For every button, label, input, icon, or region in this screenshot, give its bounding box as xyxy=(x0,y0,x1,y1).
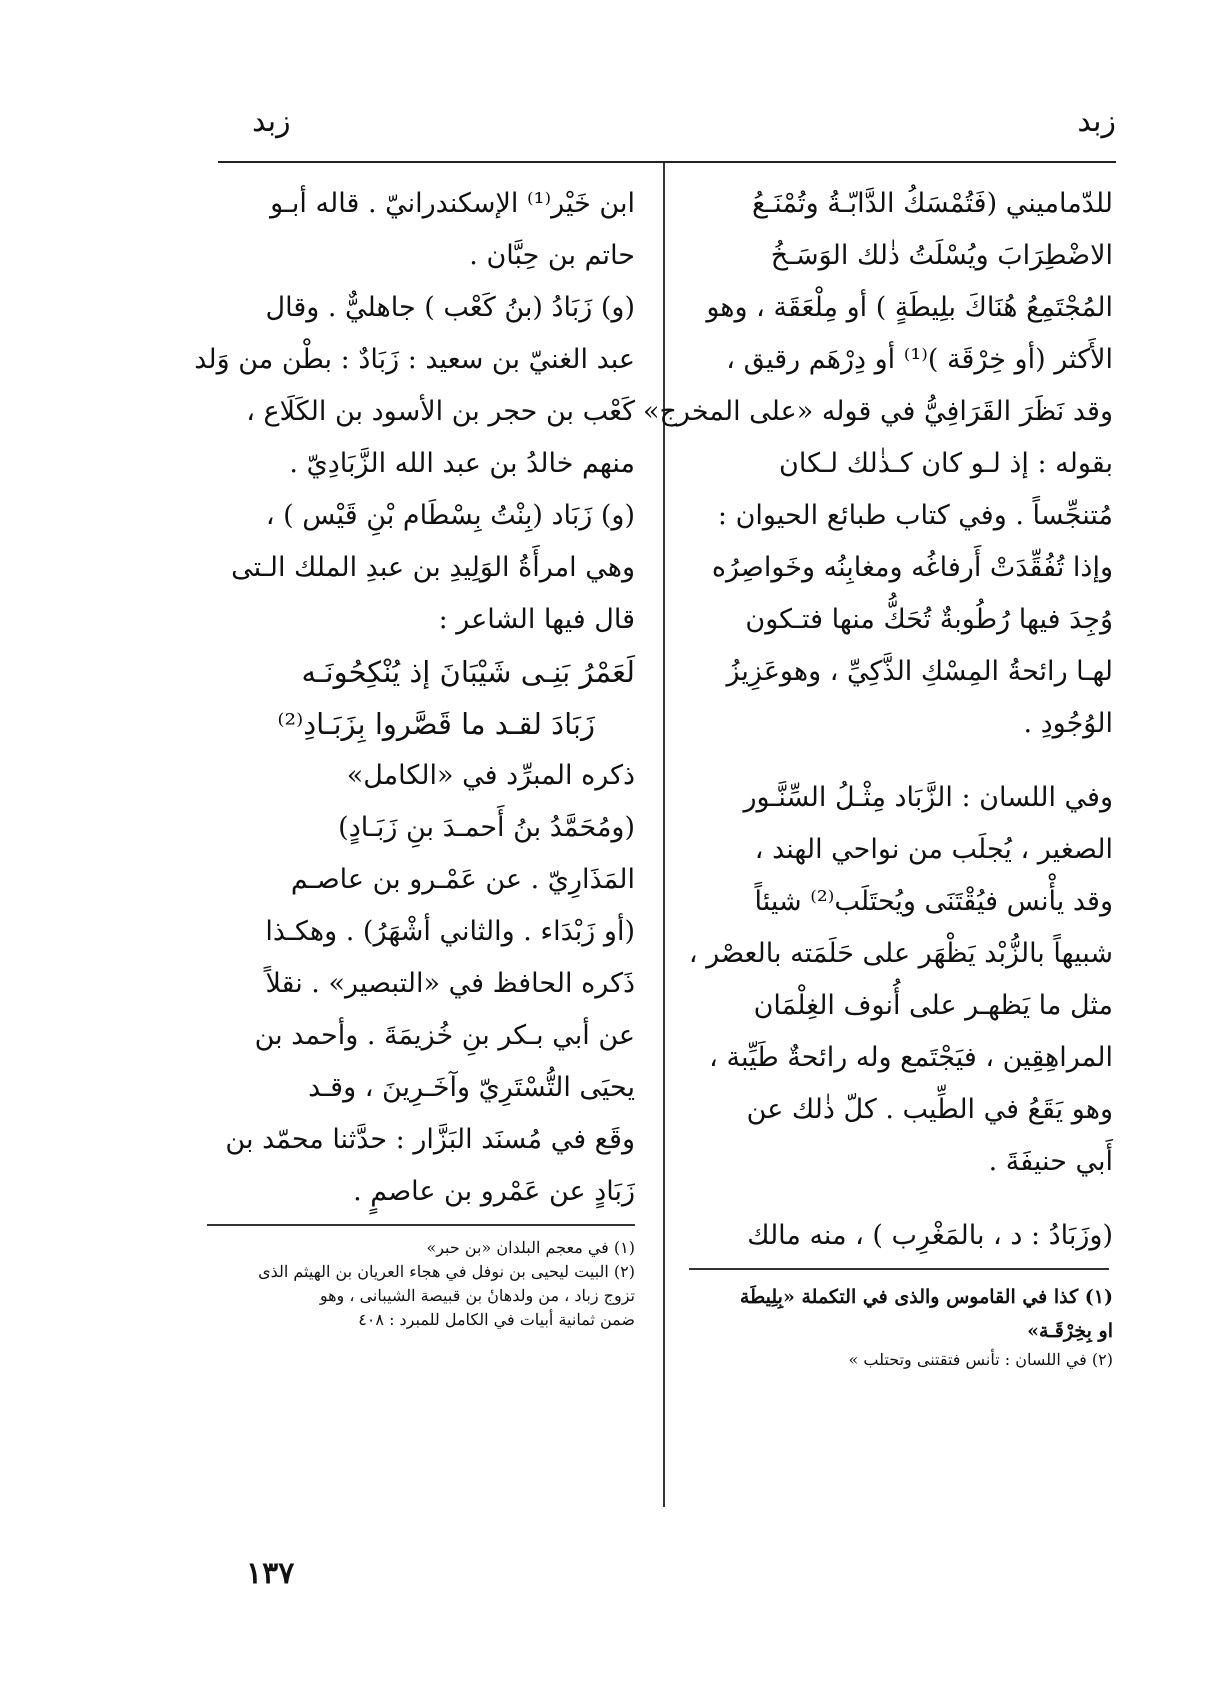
text-line: ابن خَيْر⁽¹⁾ الإسكندرانيّ . قاله أبـو xyxy=(270,188,635,219)
footnote: (٢) البيت ليحيى بن نوفل في هجاء العريان بن الهيثم الذى xyxy=(258,1262,635,1281)
text-line: ذكره المبرِّد في «الكامل» xyxy=(346,760,635,791)
page-number: ١٣٧ xyxy=(246,1556,295,1591)
text-line: عبد الغنيّ بن سعيد : زَبَادٌ : بطْن من وَلد xyxy=(194,344,635,375)
footnote: تزوج زباد ، من ولدهانٔ بن قبيصة الشيبانى ، وهو xyxy=(319,1286,635,1305)
text-line: زَبَادٍ عن عَمْرو بن عاصمٍ . xyxy=(353,1176,635,1207)
text-line: وهي امرأَةُ الوَلِيدِ بن عبدِ الملك الـتى xyxy=(231,552,635,583)
text-line: قال فيها الشاعر : xyxy=(438,604,635,635)
text-line: مثل ما يَظهـر على أُنوف الغِلْمَان xyxy=(753,990,1113,1021)
text-line: مُتنجِّساً . وفي كتاب طبائع الحيوان : xyxy=(717,500,1113,531)
text-line: وقد نَظَرَ القَرَافِيُّ في قوله «على المخرج» xyxy=(642,396,1113,427)
text-line: المُجْتَمِعُ هُنَاكَ بلِيطَةٍ ) أو مِلْعَقَة ، وهو xyxy=(706,292,1113,323)
footnote-rule xyxy=(207,1224,635,1226)
text-line: أَبي حنيفَةَ . xyxy=(988,1146,1113,1177)
paragraph-gap xyxy=(693,1188,1113,1210)
text-line: كَعْب بن حجر بن الأسود بن الكَلَاع ، xyxy=(246,396,635,427)
paragraph-gap xyxy=(693,750,1113,772)
verse-line: لَعَمْرُ بَنِـى شَيْبَانَ إذ يُنْكِحُونَـه xyxy=(301,655,635,689)
column-divider xyxy=(663,163,665,1507)
text-line: لهـا رائحةُ المِسْكِ الذَّكِيِّ ، وهوعَزِيزُ xyxy=(726,656,1113,687)
text-line: المراهِقِين ، فيَجْتَمع وله رائحةٌ طَيِّبة ، xyxy=(709,1042,1113,1073)
text-line: (و) زَبَادُ (بنُ كَعْب ) جاهليٌّ . وقال xyxy=(265,292,635,323)
text-line: وفي اللسان : الزَّبَاد مِثْـلُ السِّنَّـور xyxy=(743,782,1113,813)
text-line: (ومُحَمَّدُ بنُ أَحمـدَ بنِ زَبَـادٍ) xyxy=(338,812,635,843)
text-line: الأَكثر (أو خِرْقَة )⁽¹⁾ أو دِرْهَم رقيق ، xyxy=(726,344,1113,375)
text-line: (أو زَبْدَاء . والثاني أشْهَرُ) . وهكـذا xyxy=(265,916,635,947)
footnote: (١) في معجم البلدان «بن حبر» xyxy=(426,1238,635,1257)
text-line: وقَع في مُسنَد البَزَّار : حدَّثنا محمّد بن xyxy=(225,1124,635,1155)
footnote: او بِخِرْقَـة» xyxy=(1027,1320,1113,1342)
verse-line: زَبَادَ لقـد ما قَصَّروا بِزَبَـادِ⁽²⁾ xyxy=(277,707,595,741)
footnote: (٢) في اللسان : تأنس فتقتنى وتحتلب » xyxy=(848,1350,1113,1369)
text-line: الصغير ، يُجلَب من نواحي الهند ، xyxy=(754,834,1113,865)
text-line: وُجِدَ فيها رُطُوبةٌ تُحَكُّ منها فتـكون xyxy=(745,604,1113,635)
text-line: المَذَارِيّ . عن عَمْـرو بن عاصـم xyxy=(290,864,635,895)
text-line: منهم خالدُ بن عبد الله الزَّبَادِيّ . xyxy=(289,448,635,479)
footnote: ضمن ثمانية أبيات في الكامل للمبرد : ٤٠٨ xyxy=(358,1310,635,1329)
running-header-left: زبد xyxy=(252,104,291,139)
text-line: عن أبي بـكر بنِ خُزيمَةَ . وأحمد بن xyxy=(254,1020,635,1051)
text-line: وهو يَقَعُ في الطِّيب . كلّ ذٰلك عن xyxy=(746,1094,1113,1125)
text-line: وقد يأْنس فيُقْتَنَى ويُحتَلَب⁽²⁾ شيئاً xyxy=(754,886,1113,917)
left-column xyxy=(194,178,635,1332)
text-line: شبيهاً بالزُّبْد يَظْهَر على حَلَمَته بالعصْر ، xyxy=(688,938,1113,969)
running-header-right: زبد xyxy=(1077,104,1116,139)
text-line: (وزَبَادُ : د ، بالمَغْرِب ) ، منه مالك xyxy=(747,1220,1113,1251)
text-line: ذَكره الحافظ في «التبصير» . نقلاً xyxy=(265,968,635,999)
text-line: وإذا تُفُقِّدَتْ أَرفاغُه ومغابِنُه وخَواصِرُه xyxy=(711,552,1113,583)
text-line: للدّماميني (فَتُمْسَكُ الدَّابّـةُ وتُمْنَـعُ xyxy=(752,188,1113,219)
text-line: الاضْطِرَابَ ويُسْلَتُ ذٰلك الوَسَـخُ xyxy=(770,240,1113,271)
text-line: يحيَى التُّسْتَرِيّ وآخَـرِينَ ، وقـد xyxy=(308,1072,635,1103)
right-column xyxy=(642,178,1113,1372)
text-line: حاتم بن حِبَّان . xyxy=(469,240,635,271)
text-line: بقوله : إذ لـو كان كـذٰلك لـكان xyxy=(779,448,1113,479)
header-rule xyxy=(218,161,1116,163)
footnote-rule xyxy=(689,1268,1109,1270)
footnote: (١) كذا في القاموس والذى في التكملة «بِلِيطَة xyxy=(739,1286,1113,1308)
text-line: (و) زَبَاد (بِنْتُ بِسْطَام بْنِ قَيْس ) ، xyxy=(265,500,635,531)
text-line: الوُجُودِ . xyxy=(1023,708,1113,739)
